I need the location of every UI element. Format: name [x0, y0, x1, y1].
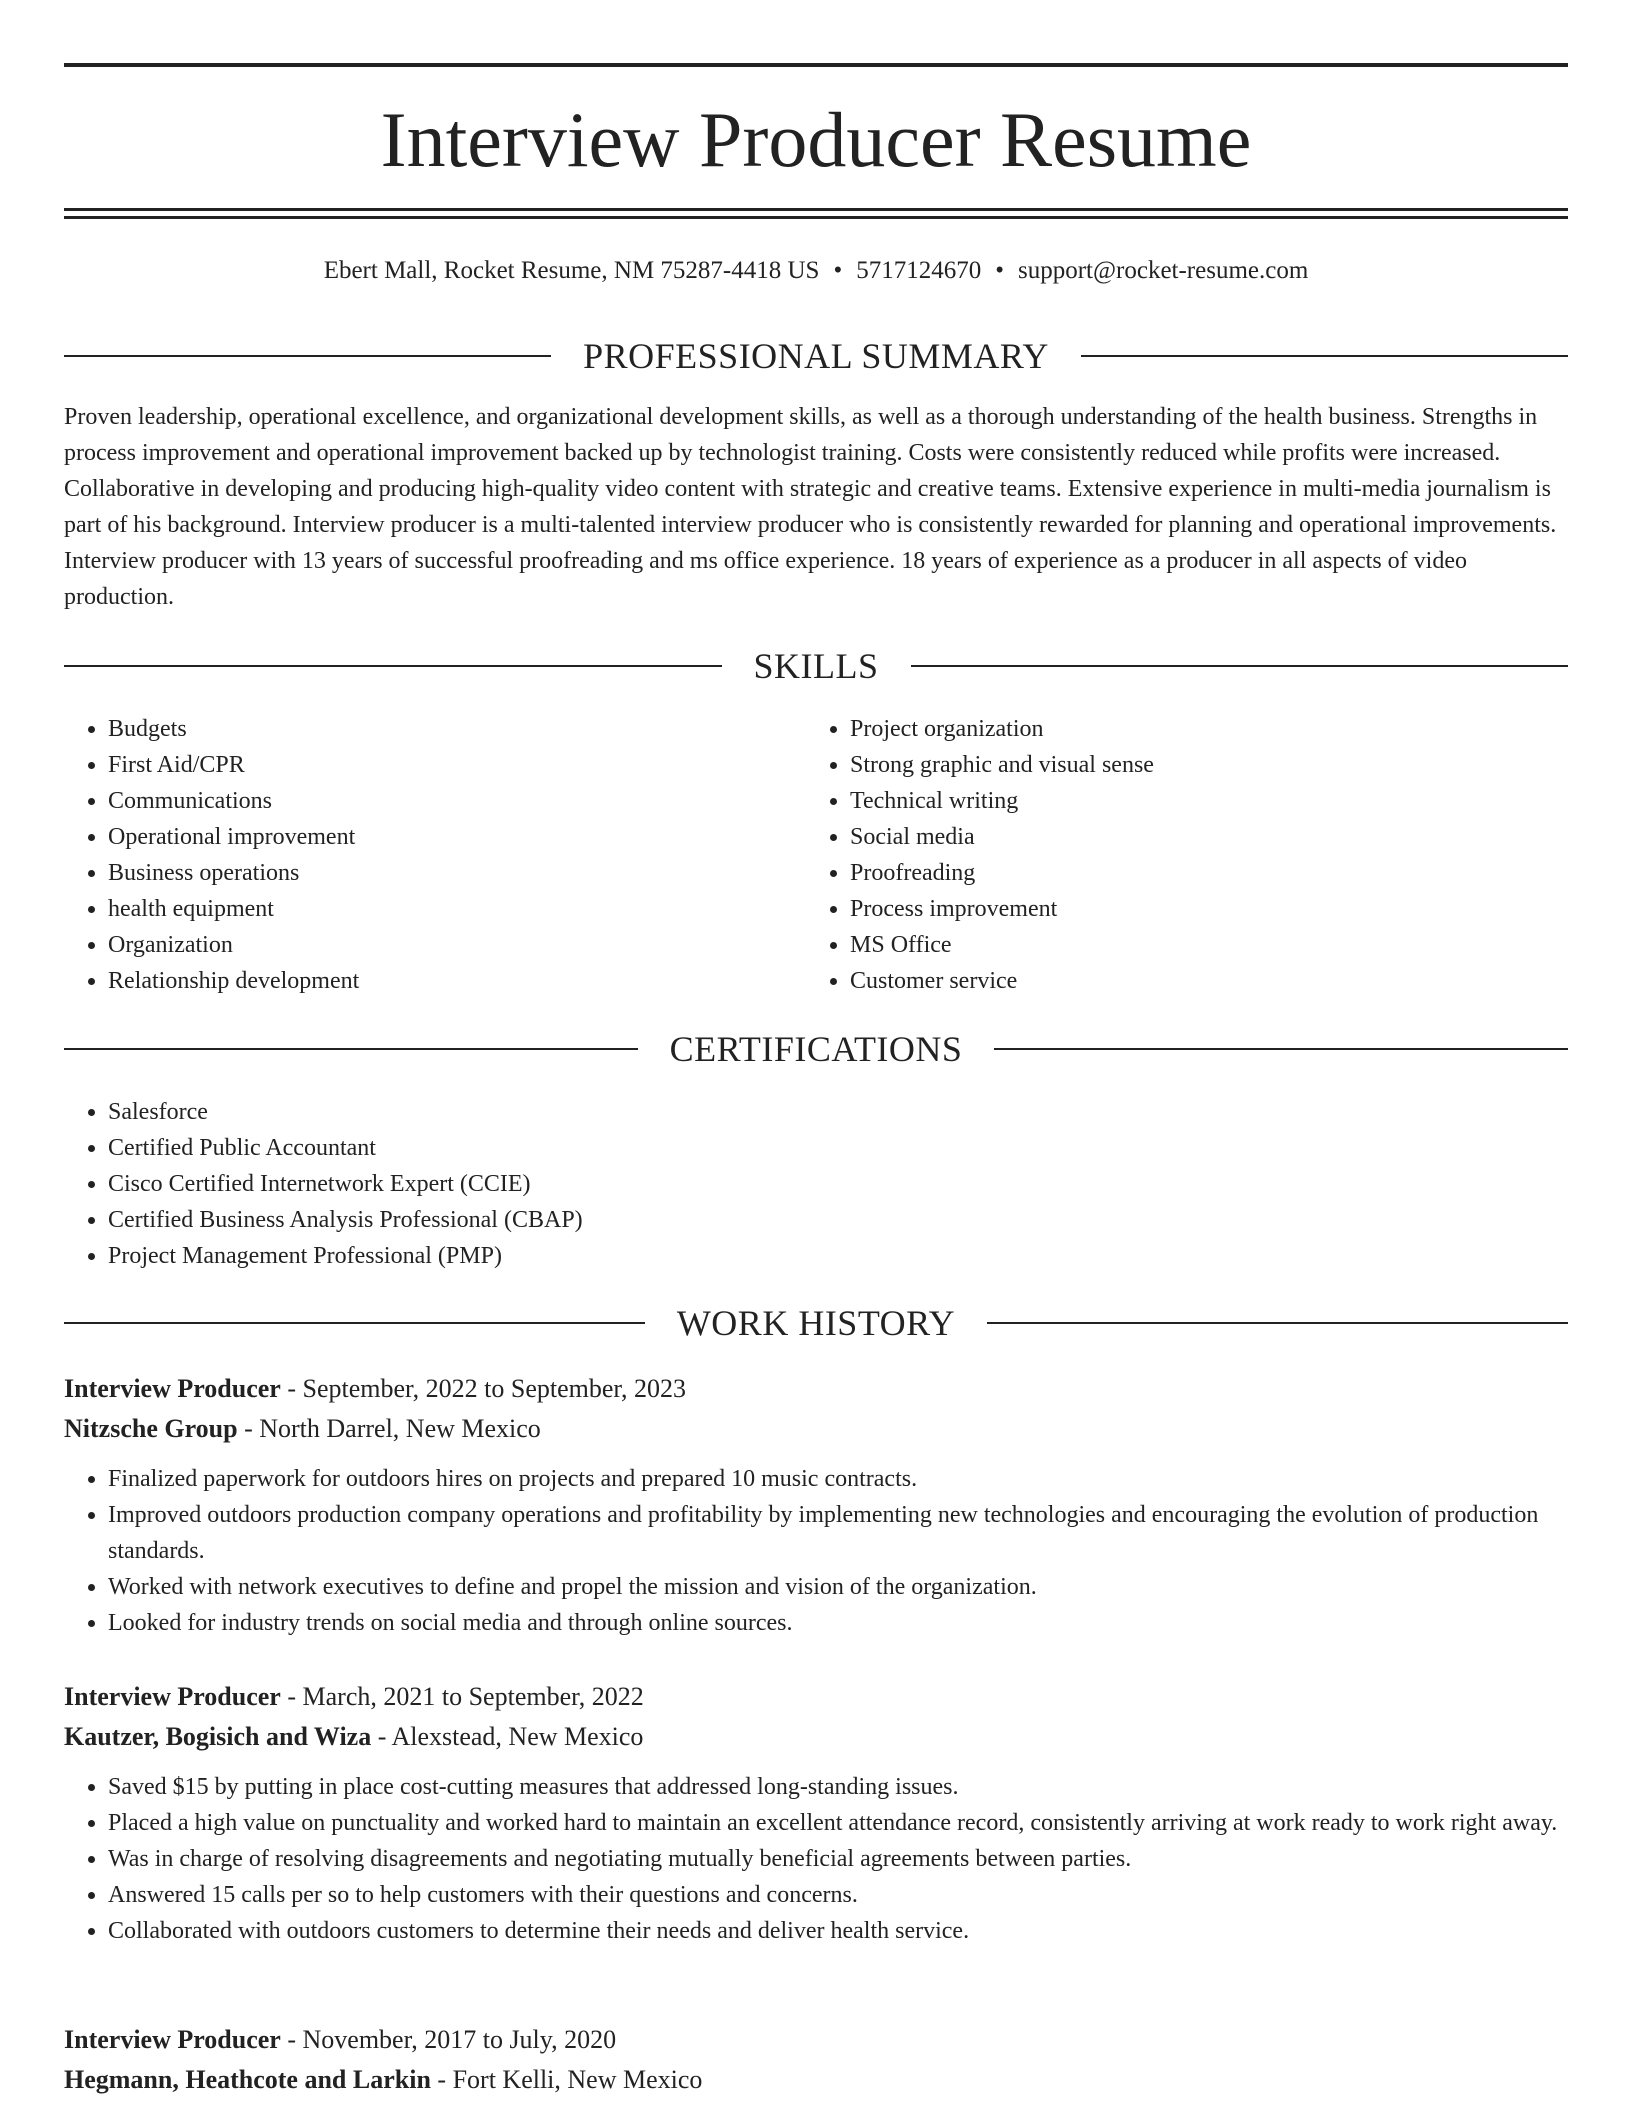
list-item: • Collaborated with outdoors customers to determine their needs and deliver health service. — [108, 1913, 1612, 1949]
list-item: • Improved outdoors production company operations and profitability by implementing new technologies and encouraging the evolution of production standards. — [108, 1497, 1612, 1569]
list-item: • Placed a high value on punctuality and worked hard to maintain an excellent attendance record, consistently arriving at work ready to work right away. — [108, 1805, 1612, 1841]
list-item: • Cisco Certified Internetwork Expert (CCIE) — [108, 1166, 1508, 1202]
list-item: • Saved $15 by putting in place cost-cutting measures that addressed long-standing issues. — [108, 1769, 1612, 1805]
list-item: • Project organization — [850, 711, 1550, 747]
list-item: • MS Office — [850, 927, 1550, 963]
list-item: • Social media — [850, 819, 1550, 855]
contact-separator: • — [995, 257, 1004, 284]
job-company-line — [64, 1717, 1568, 1757]
contact-address: Ebert Mall, Rocket Resume, NM 75287-4418 US — [323, 257, 820, 284]
job-dates: - March, 2021 to September, 2022 — [280, 1682, 644, 1711]
section-title: WORK HISTORY — [676, 1303, 956, 1343]
job-entry — [64, 1369, 1568, 1641]
job-company-line — [64, 2060, 1568, 2100]
divider — [911, 665, 1569, 667]
skills-list-left — [64, 711, 808, 999]
divider — [64, 665, 722, 667]
job-location: - Fort Kelli, New Mexico — [430, 2065, 703, 2094]
job-bullets — [64, 1769, 1612, 1949]
list-item: • Budgets — [108, 711, 808, 747]
list-item: • Customer service — [850, 963, 1550, 999]
job-location: - Alexstead, New Mexico — [371, 1722, 644, 1751]
list-item: • Strong graphic and visual sense — [850, 747, 1550, 783]
divider — [64, 355, 551, 357]
job-company: Nitzsche Group — [64, 1414, 238, 1443]
list-item: • Process improvement — [850, 891, 1550, 927]
job-title: Interview Producer — [64, 2025, 281, 2054]
list-item: • Looked for industry trends on social media and through online sources. — [108, 1605, 1612, 1641]
list-item: • Communications — [108, 783, 808, 819]
top-rule — [64, 63, 1568, 67]
list-item: • Worked with network executives to define and propel the mission and vision of the organization. — [108, 1569, 1612, 1605]
list-item: • Proofreading — [850, 855, 1550, 891]
page-title: Interview Producer Resume — [380, 96, 1252, 183]
job-dates: - November, 2017 to July, 2020 — [280, 2025, 617, 2054]
list-item: • Finalized paperwork for outdoors hires on projects and prepared 10 music contracts. — [108, 1461, 1612, 1497]
list-item: • Was in charge of resolving disagreements and negotiating mutually beneficial agreements between parties. — [108, 1841, 1612, 1877]
divider — [987, 1322, 1568, 1324]
job-title-line — [64, 1677, 1568, 1717]
section-title: SKILLS — [753, 646, 879, 686]
skills-list-right — [806, 711, 1550, 999]
section-heading-skills — [64, 644, 1568, 688]
list-item: • Relationship development — [108, 963, 808, 999]
title-double-rule-lower — [64, 216, 1568, 219]
section-title: CERTIFICATIONS — [669, 1029, 963, 1069]
list-item: • Answered 15 calls per so to help customers with their questions and concerns. — [108, 1877, 1612, 1913]
certifications-list — [64, 1094, 1508, 1274]
list-item: • Certified Public Accountant — [108, 1130, 1508, 1166]
job-location: - North Darrel, New Mexico — [237, 1414, 541, 1443]
section-heading-certifications — [64, 1027, 1568, 1071]
job-title: Interview Producer — [64, 1682, 281, 1711]
contact-email: support@rocket-resume.com — [1018, 257, 1309, 284]
divider — [64, 1322, 645, 1324]
list-item: • health equipment — [108, 891, 808, 927]
section-heading-work-history — [64, 1301, 1568, 1345]
job-company: Kautzer, Bogisich and Wiza — [64, 1722, 372, 1751]
job-title-line — [64, 1369, 1568, 1409]
contact-phone: 5717124670 — [856, 257, 982, 284]
job-entry — [64, 2020, 1568, 2100]
list-item: • Salesforce — [108, 1094, 1508, 1130]
job-bullets — [64, 1461, 1612, 1641]
list-item: • Project Management Professional (PMP) — [108, 1238, 1508, 1274]
divider — [64, 1048, 638, 1050]
divider — [1081, 355, 1568, 357]
job-title: Interview Producer — [64, 1374, 281, 1403]
job-dates: - September, 2022 to September, 2023 — [280, 1374, 687, 1403]
job-title-line — [64, 2020, 1568, 2060]
list-item: • Operational improvement — [108, 819, 808, 855]
divider — [994, 1048, 1568, 1050]
list-item: • Certified Business Analysis Professional (CBAP) — [108, 1202, 1508, 1238]
title-double-rule-upper — [64, 208, 1568, 211]
contact-separator: • — [833, 257, 843, 284]
list-item: • Technical writing — [850, 783, 1550, 819]
list-item: • Organization — [108, 927, 808, 963]
list-item: • First Aid/CPR — [108, 747, 808, 783]
job-entry — [64, 1677, 1568, 1949]
list-item: • Business operations — [108, 855, 808, 891]
section-heading-summary — [64, 334, 1568, 378]
job-company: Hegmann, Heathcote and Larkin — [64, 2065, 431, 2094]
contact-line — [64, 254, 1568, 288]
section-title: PROFESSIONAL SUMMARY — [583, 336, 1049, 376]
job-company-line — [64, 1409, 1568, 1449]
summary-paragraph: Proven leadership, operational excellence, and organizational development skills, as well as a thorough understanding of the health business. Strengths in process improvement and operational improvement backed up by technologist training. Costs were consistently reduced while profits were increased. Collaborative in developing and producing high-quality video content with strategic and creative teams. Extensive experience in multi-media journalism is part of his background. Interview producer is a multi-talented interview producer who is consistently rewarded for planning and operational improvements. Interview producer with 13 years of successful proofreading and ms office experience. 18 years of experience as a producer in all aspects of video production. — [64, 404, 1557, 610]
